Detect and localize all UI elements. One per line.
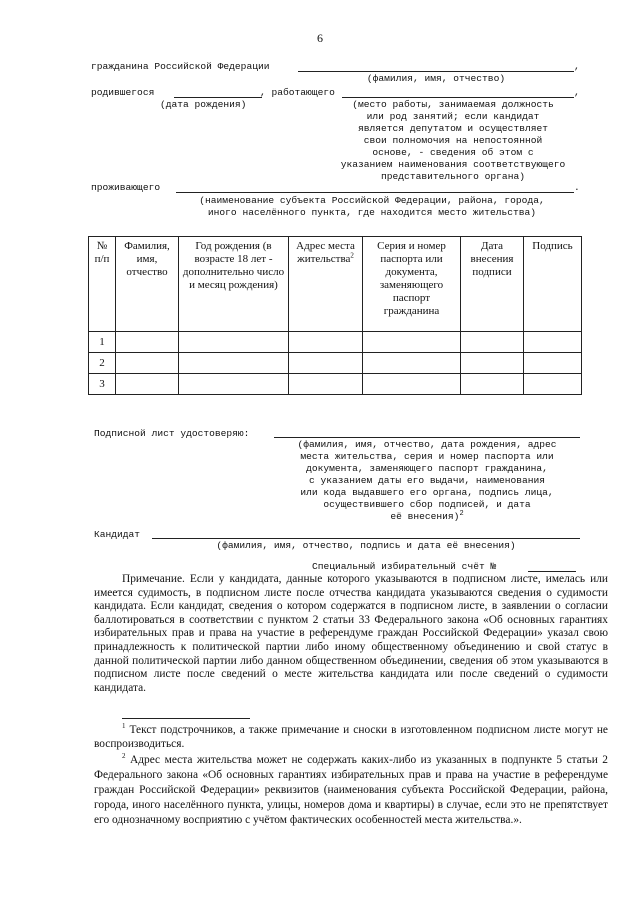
certify-field-line [274, 437, 580, 438]
row-number: 1 [89, 332, 116, 353]
cell-passport[interactable] [363, 353, 461, 374]
certify-hint-line: осуществившего сбор подписей, и дата [323, 499, 531, 510]
comma-mark: , [574, 61, 580, 72]
account-field-line [528, 571, 576, 572]
comma-mark: , [574, 87, 580, 98]
cell-address[interactable] [289, 353, 363, 374]
cell-passport[interactable] [363, 374, 461, 395]
header-signature: Подпись [524, 237, 582, 332]
footnote-2 [94, 753, 608, 828]
header-full-name: Фамилия, имя, отчество [116, 237, 179, 332]
cell-address[interactable] [289, 374, 363, 395]
note-paragraph: Примечание. Если у кандидата, данные которого указываются в подписном листе, имелась или имеется судимость, в подписном листе после отчества кандидата указываются сведения о судимости кандидата. Если кандидат, сведения о котором содержатся в подписном листе, в заявлении о согласии баллотироваться в соответствии с пунктом 2 статьи 33 Федерального закона «Об основных гарантиях избирательных прав и права на участие в референдуме граждан Российской Федерации» указал свою принадлежность к политической партии либо иному общественному объединению и свой статус в данной политической партии либо данном общественном объединении, сведения об этом указываются в подписном листе после сведений о месте жительства кандидата или после сведений о судимости кандидата. [94, 573, 608, 694]
cell-passport[interactable] [363, 332, 461, 353]
footnote-mark: 1 [122, 722, 126, 731]
cell-birth-year[interactable] [179, 374, 289, 395]
footnote-mark: 2 [122, 752, 126, 761]
candidate-field-line [152, 538, 580, 539]
cell-full-name[interactable] [116, 374, 179, 395]
work-field-line [342, 97, 574, 98]
work-hint-line: или род занятий; если кандидат [366, 111, 540, 122]
residence-hint-line: (наименование субъекта Российской Федерации, района, города, [199, 195, 545, 206]
residence-hint [168, 195, 576, 219]
birth-date-hint: (дата рождения) [160, 99, 247, 110]
footnote-text: Текст подстрочников, а также примечание и сноски в изготовленном подписном листе могут не воспроизводиться. [94, 724, 608, 750]
row-number: 2 [89, 353, 116, 374]
certify-label: Подписной лист удостоверяю: [94, 428, 250, 439]
page-number: 6 [317, 31, 323, 45]
header-signature-date: Дата внесения подписи [461, 237, 524, 332]
footnote-ref: 2 [350, 251, 354, 260]
period-mark: . [574, 182, 580, 193]
certify-hint-last: её внесения) [390, 511, 460, 522]
work-hint-line: является депутатом и осуществляет [358, 123, 548, 134]
work-hint-line: (место работы, занимаемая должность [352, 99, 554, 110]
candidate-hint: (фамилия, имя, отчество, подпись и дата её внесения) [216, 540, 516, 551]
work-hint-line: свои полномочия на непостоянной [363, 135, 543, 146]
work-hint-line: представительного органа) [381, 171, 525, 182]
residence-field-line [176, 192, 574, 193]
name-hint: (фамилия, имя, отчество) [366, 73, 506, 84]
work-hint-line: основе, - сведения об этом с [372, 147, 534, 158]
table-row [89, 332, 582, 353]
candidate-label: Кандидат [94, 529, 141, 540]
signatures-table [88, 236, 582, 395]
cell-birth-year[interactable] [179, 332, 289, 353]
cell-signature-date[interactable] [461, 332, 524, 353]
born-label: родившегося [91, 87, 155, 98]
account-label: Специальный избирательный счёт № [312, 561, 497, 572]
residing-label: проживающего [91, 182, 161, 193]
cell-signature-date[interactable] [461, 353, 524, 374]
table-header-row [89, 237, 582, 332]
citizen-label: гражданина Российской Федерации [91, 61, 270, 72]
cell-full-name[interactable] [116, 332, 179, 353]
working-label: , работающего [260, 87, 335, 98]
cell-signature[interactable] [524, 353, 582, 374]
certify-hint-line [270, 511, 584, 523]
cell-signature-date[interactable] [461, 374, 524, 395]
residence-hint-line: иного населённого пункта, где находится место жительства) [207, 207, 537, 218]
birth-date-field-line [174, 97, 262, 98]
footnote-text: Адрес места жительства может не содержать каких-либо из указанных в подпункте 5 статьи 2 Федерального закона «Об основных гарантиях избирательных прав и права на участие в референдуме граждан Российской Федерации» реквизитов (наименования субъекта Российской Федерации, района, города, иного населённого пункта, улицы, номеров дома и квартиры) в случае, если это не препятствует его однозначному восприятию с учётом фактических особенностей места жительства.». [94, 754, 608, 826]
name-field-line [298, 71, 574, 72]
work-hint [322, 99, 584, 183]
certify-hint-line: документа, заменяющего паспорт гражданина, [306, 463, 548, 474]
footnote-separator [122, 718, 250, 719]
table-row [89, 353, 582, 374]
certify-hint-line: места жительства, серия и номер паспорта или [300, 451, 554, 462]
footnote-1 [94, 724, 608, 751]
footnote-ref: 2 [459, 509, 464, 518]
cell-full-name[interactable] [116, 353, 179, 374]
certify-hint-line: (фамилия, имя, отчество, дата рождения, адрес [297, 439, 557, 450]
cell-birth-year[interactable] [179, 353, 289, 374]
header-address-text: Адрес места жительства [296, 240, 355, 265]
certify-hint-line: с указанием даты его выдачи, наименования [308, 475, 546, 486]
work-hint-line: указанием наименования соответствующего [340, 159, 566, 170]
cell-address[interactable] [289, 332, 363, 353]
header-birth-year: Год рождения (в возрасте 18 лет - дополнительно число и месяц рождения) [179, 237, 289, 332]
cell-signature[interactable] [524, 374, 582, 395]
header-number: № п/п [89, 237, 116, 332]
row-number: 3 [89, 374, 116, 395]
certify-hint [270, 439, 584, 523]
certify-hint-line: или кода выдавшего его органа, подпись лица, [300, 487, 554, 498]
header-passport: Серия и номер паспорта или документа, заменяющего паспорт гражданина [363, 237, 461, 332]
table-row [89, 374, 582, 395]
header-address [289, 237, 363, 332]
cell-signature[interactable] [524, 332, 582, 353]
